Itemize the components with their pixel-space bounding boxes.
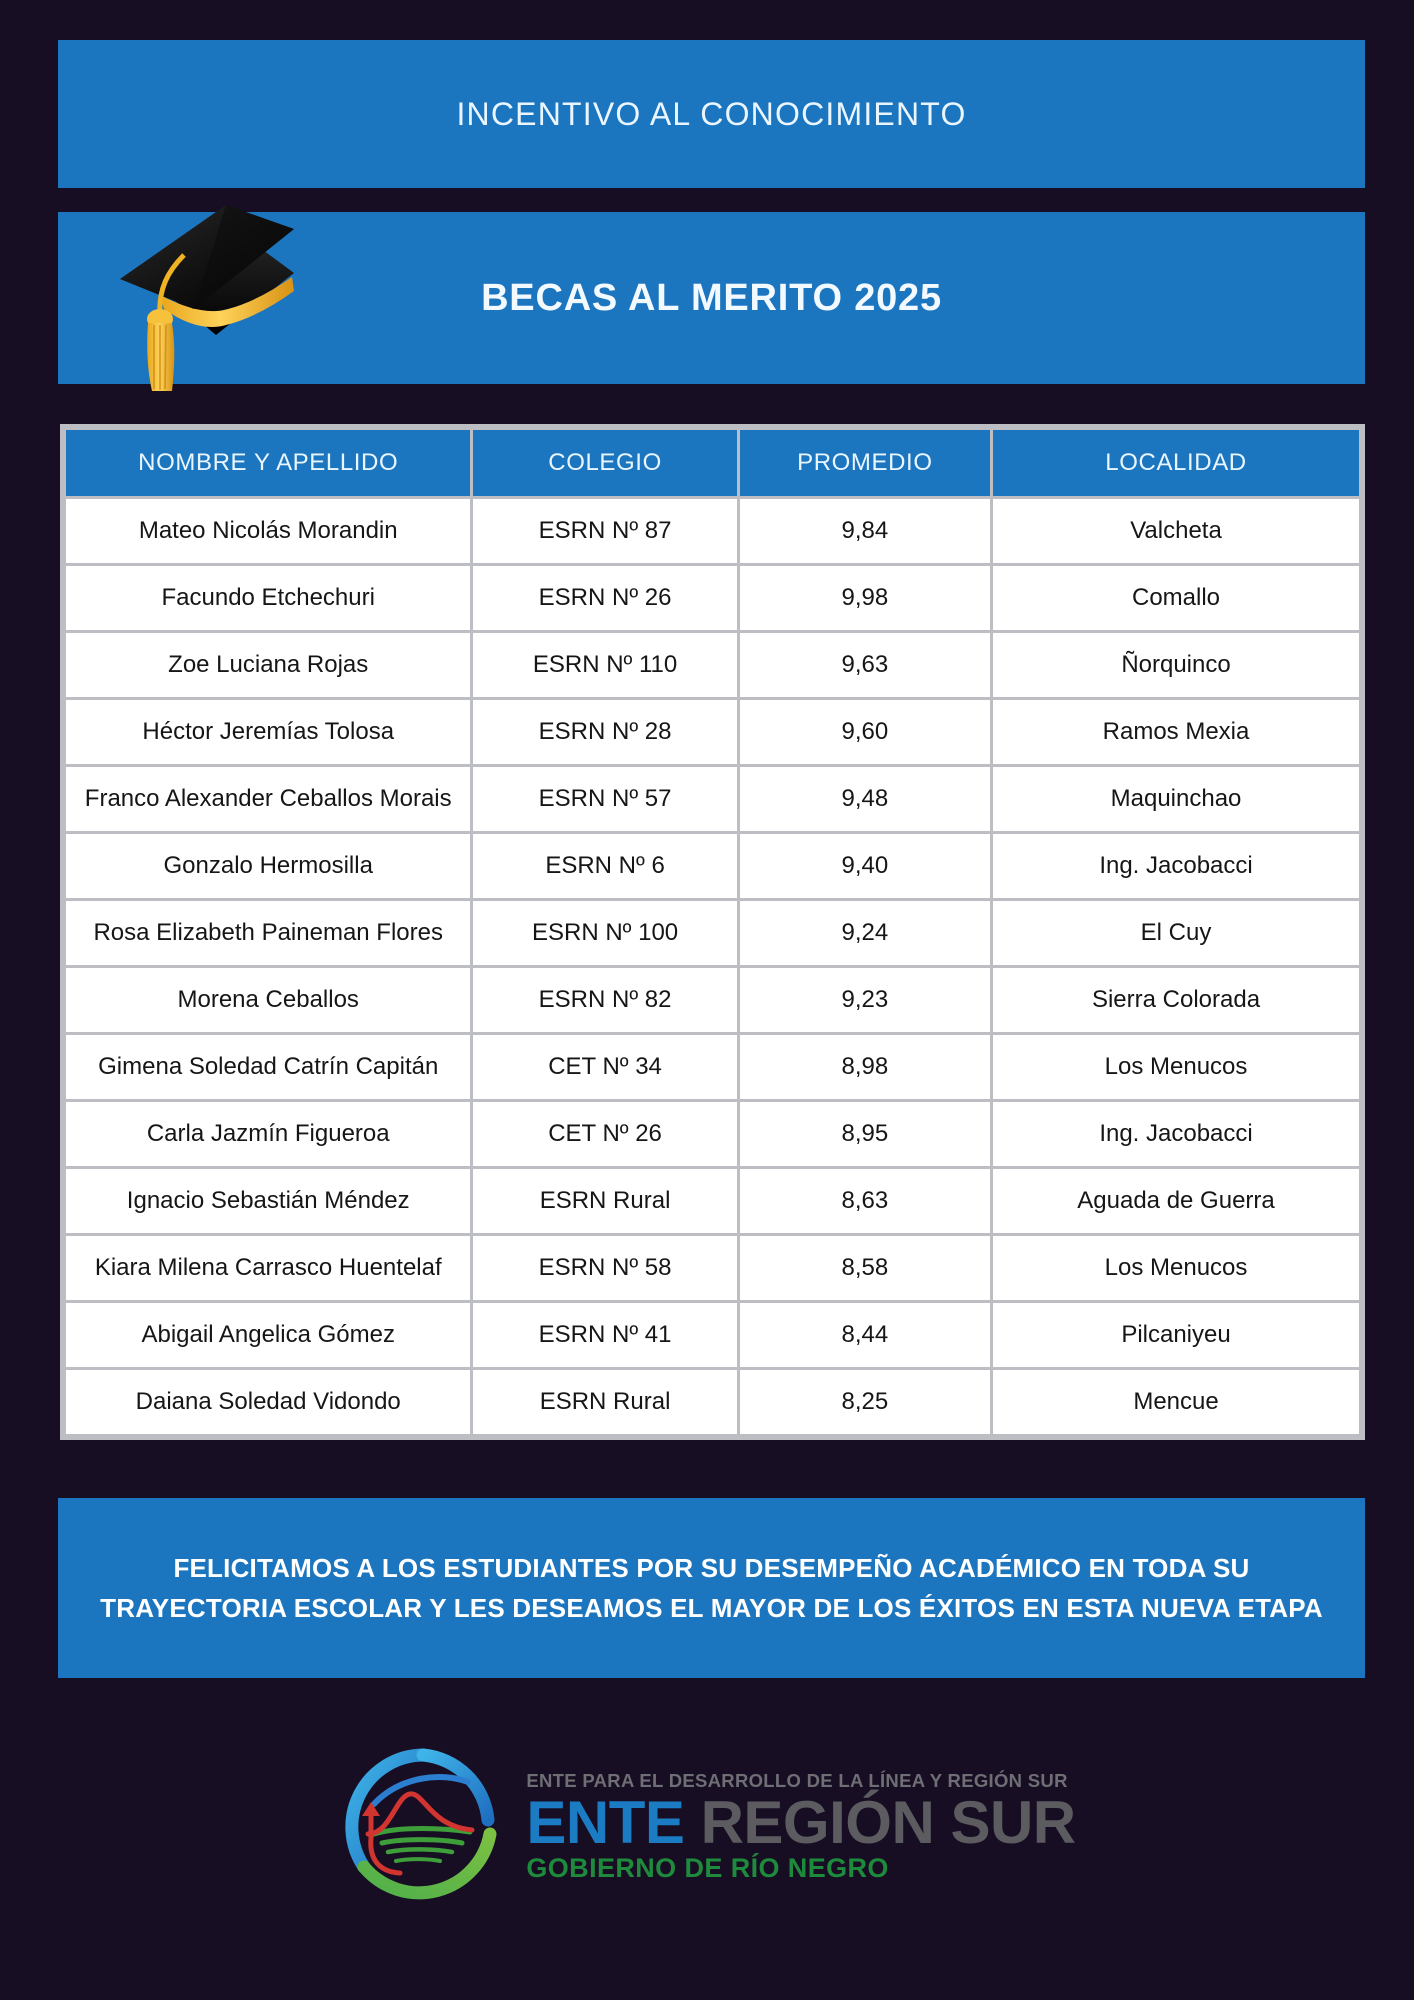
- average-cell: 8,25: [740, 1370, 990, 1434]
- top-banner: [58, 40, 1365, 188]
- student-name-cell: Abigail Angelica Gómez: [66, 1303, 470, 1367]
- student-name-cell: Daiana Soledad Vidondo: [66, 1370, 470, 1434]
- organization-logo: [0, 1742, 1414, 1912]
- locality-cell: Aguada de Guerra: [993, 1169, 1359, 1233]
- locality-cell: Los Menucos: [993, 1236, 1359, 1300]
- congratulations-banner: [58, 1498, 1365, 1678]
- average-cell: 8,98: [740, 1035, 990, 1099]
- locality-cell: Ing. Jacobacci: [993, 1102, 1359, 1166]
- locality-cell: Ramos Mexia: [993, 700, 1359, 764]
- student-name-cell: Zoe Luciana Rojas: [66, 633, 470, 697]
- locality-cell: Mencue: [993, 1370, 1359, 1434]
- locality-cell: Maquinchao: [993, 767, 1359, 831]
- top-banner-title: INCENTIVO AL CONOCIMIENTO: [456, 95, 967, 132]
- title-banner: [58, 212, 1365, 384]
- average-cell: 9,63: [740, 633, 990, 697]
- locality-cell: El Cuy: [993, 901, 1359, 965]
- congratulations-message: FELICITAMOS A LOS ESTUDIANTES POR SU DESEMPEÑO ACADÉMICO EN TODA SU TRAYECTORIA ESCOLAR Y LES DESEAMOS EL MAYOR DE LOS ÉXITOS EN ESTA NUEVA ETAPA: [100, 1552, 1323, 1623]
- table-row: [66, 834, 1359, 898]
- column-header-localidad: LOCALIDAD: [993, 430, 1359, 496]
- average-cell: 9,23: [740, 968, 990, 1032]
- school-cell: ESRN Nº 110: [473, 633, 736, 697]
- school-cell: CET Nº 34: [473, 1035, 736, 1099]
- student-name-cell: Gimena Soledad Catrín Capitán: [66, 1035, 470, 1099]
- student-name-cell: Rosa Elizabeth Paineman Flores: [66, 901, 470, 965]
- merit-table-container: [60, 424, 1365, 1440]
- table-row: [66, 968, 1359, 1032]
- school-cell: ESRN Nº 28: [473, 700, 736, 764]
- logo-government-line: GOBIERNO DE RÍO NEGRO: [526, 1852, 889, 1883]
- logo-tagline: ENTE PARA EL DESARROLLO DE LA LÍNEA Y REGIÓN SUR: [526, 1770, 1068, 1792]
- student-name-cell: Carla Jazmín Figueroa: [66, 1102, 470, 1166]
- ente-region-sur-logo-icon: [338, 1742, 508, 1912]
- logo-name-region-sur: REGIÓN SUR: [700, 1788, 1076, 1856]
- student-name-cell: Mateo Nicolás Morandin: [66, 499, 470, 563]
- school-cell: ESRN Nº 58: [473, 1236, 736, 1300]
- average-cell: 9,48: [740, 767, 990, 831]
- table-row: [66, 1303, 1359, 1367]
- table-row: [66, 1102, 1359, 1166]
- table-row: [66, 700, 1359, 764]
- table-row: [66, 633, 1359, 697]
- locality-cell: Valcheta: [993, 499, 1359, 563]
- locality-cell: Sierra Colorada: [993, 968, 1359, 1032]
- locality-cell: Pilcaniyeu: [993, 1303, 1359, 1367]
- locality-cell: Los Menucos: [993, 1035, 1359, 1099]
- locality-cell: Ñorquinco: [993, 633, 1359, 697]
- average-cell: 8,95: [740, 1102, 990, 1166]
- school-cell: ESRN Nº 100: [473, 901, 736, 965]
- average-cell: 8,63: [740, 1169, 990, 1233]
- table-row: [66, 499, 1359, 563]
- table-row: [66, 1370, 1359, 1434]
- table-row: [66, 901, 1359, 965]
- column-header-promedio: PROMEDIO: [740, 430, 990, 496]
- logo-name-ente: ENTE: [526, 1788, 685, 1856]
- school-cell: ESRN Nº 41: [473, 1303, 736, 1367]
- school-cell: CET Nº 26: [473, 1102, 736, 1166]
- table-body: [66, 499, 1359, 1434]
- school-cell: ESRN Nº 6: [473, 834, 736, 898]
- school-cell: ESRN Nº 57: [473, 767, 736, 831]
- locality-cell: Comallo: [993, 566, 1359, 630]
- title-banner-title: BECAS AL MERITO 2025: [481, 276, 942, 319]
- student-name-cell: Facundo Etchechuri: [66, 566, 470, 630]
- locality-cell: Ing. Jacobacci: [993, 834, 1359, 898]
- table-row: [66, 1035, 1359, 1099]
- school-cell: ESRN Nº 87: [473, 499, 736, 563]
- table-row: [66, 767, 1359, 831]
- average-cell: 9,24: [740, 901, 990, 965]
- student-name-cell: Ignacio Sebastián Méndez: [66, 1169, 470, 1233]
- table-row: [66, 566, 1359, 630]
- school-cell: ESRN Nº 82: [473, 968, 736, 1032]
- column-header-colegio: COLEGIO: [473, 430, 736, 496]
- merit-table: [63, 427, 1362, 1437]
- average-cell: 9,84: [740, 499, 990, 563]
- school-cell: ESRN Nº 26: [473, 566, 736, 630]
- average-cell: 9,40: [740, 834, 990, 898]
- table-head: [66, 430, 1359, 496]
- student-name-cell: Héctor Jeremías Tolosa: [66, 700, 470, 764]
- school-cell: ESRN Rural: [473, 1370, 736, 1434]
- logo-wordmark: [526, 1772, 1075, 1882]
- average-cell: 8,58: [740, 1236, 990, 1300]
- logo-name: [526, 1788, 1076, 1856]
- table-row: [66, 1236, 1359, 1300]
- average-cell: 8,44: [740, 1303, 990, 1367]
- table-row: [66, 1169, 1359, 1233]
- student-name-cell: Gonzalo Hermosilla: [66, 834, 470, 898]
- average-cell: 9,98: [740, 566, 990, 630]
- student-name-cell: Franco Alexander Ceballos Morais: [66, 767, 470, 831]
- average-cell: 9,60: [740, 700, 990, 764]
- column-header-nombre: NOMBRE Y APELLIDO: [66, 430, 470, 496]
- student-name-cell: Morena Ceballos: [66, 968, 470, 1032]
- table-header-row: [66, 430, 1359, 496]
- student-name-cell: Kiara Milena Carrasco Huentelaf: [66, 1236, 470, 1300]
- school-cell: ESRN Rural: [473, 1169, 736, 1233]
